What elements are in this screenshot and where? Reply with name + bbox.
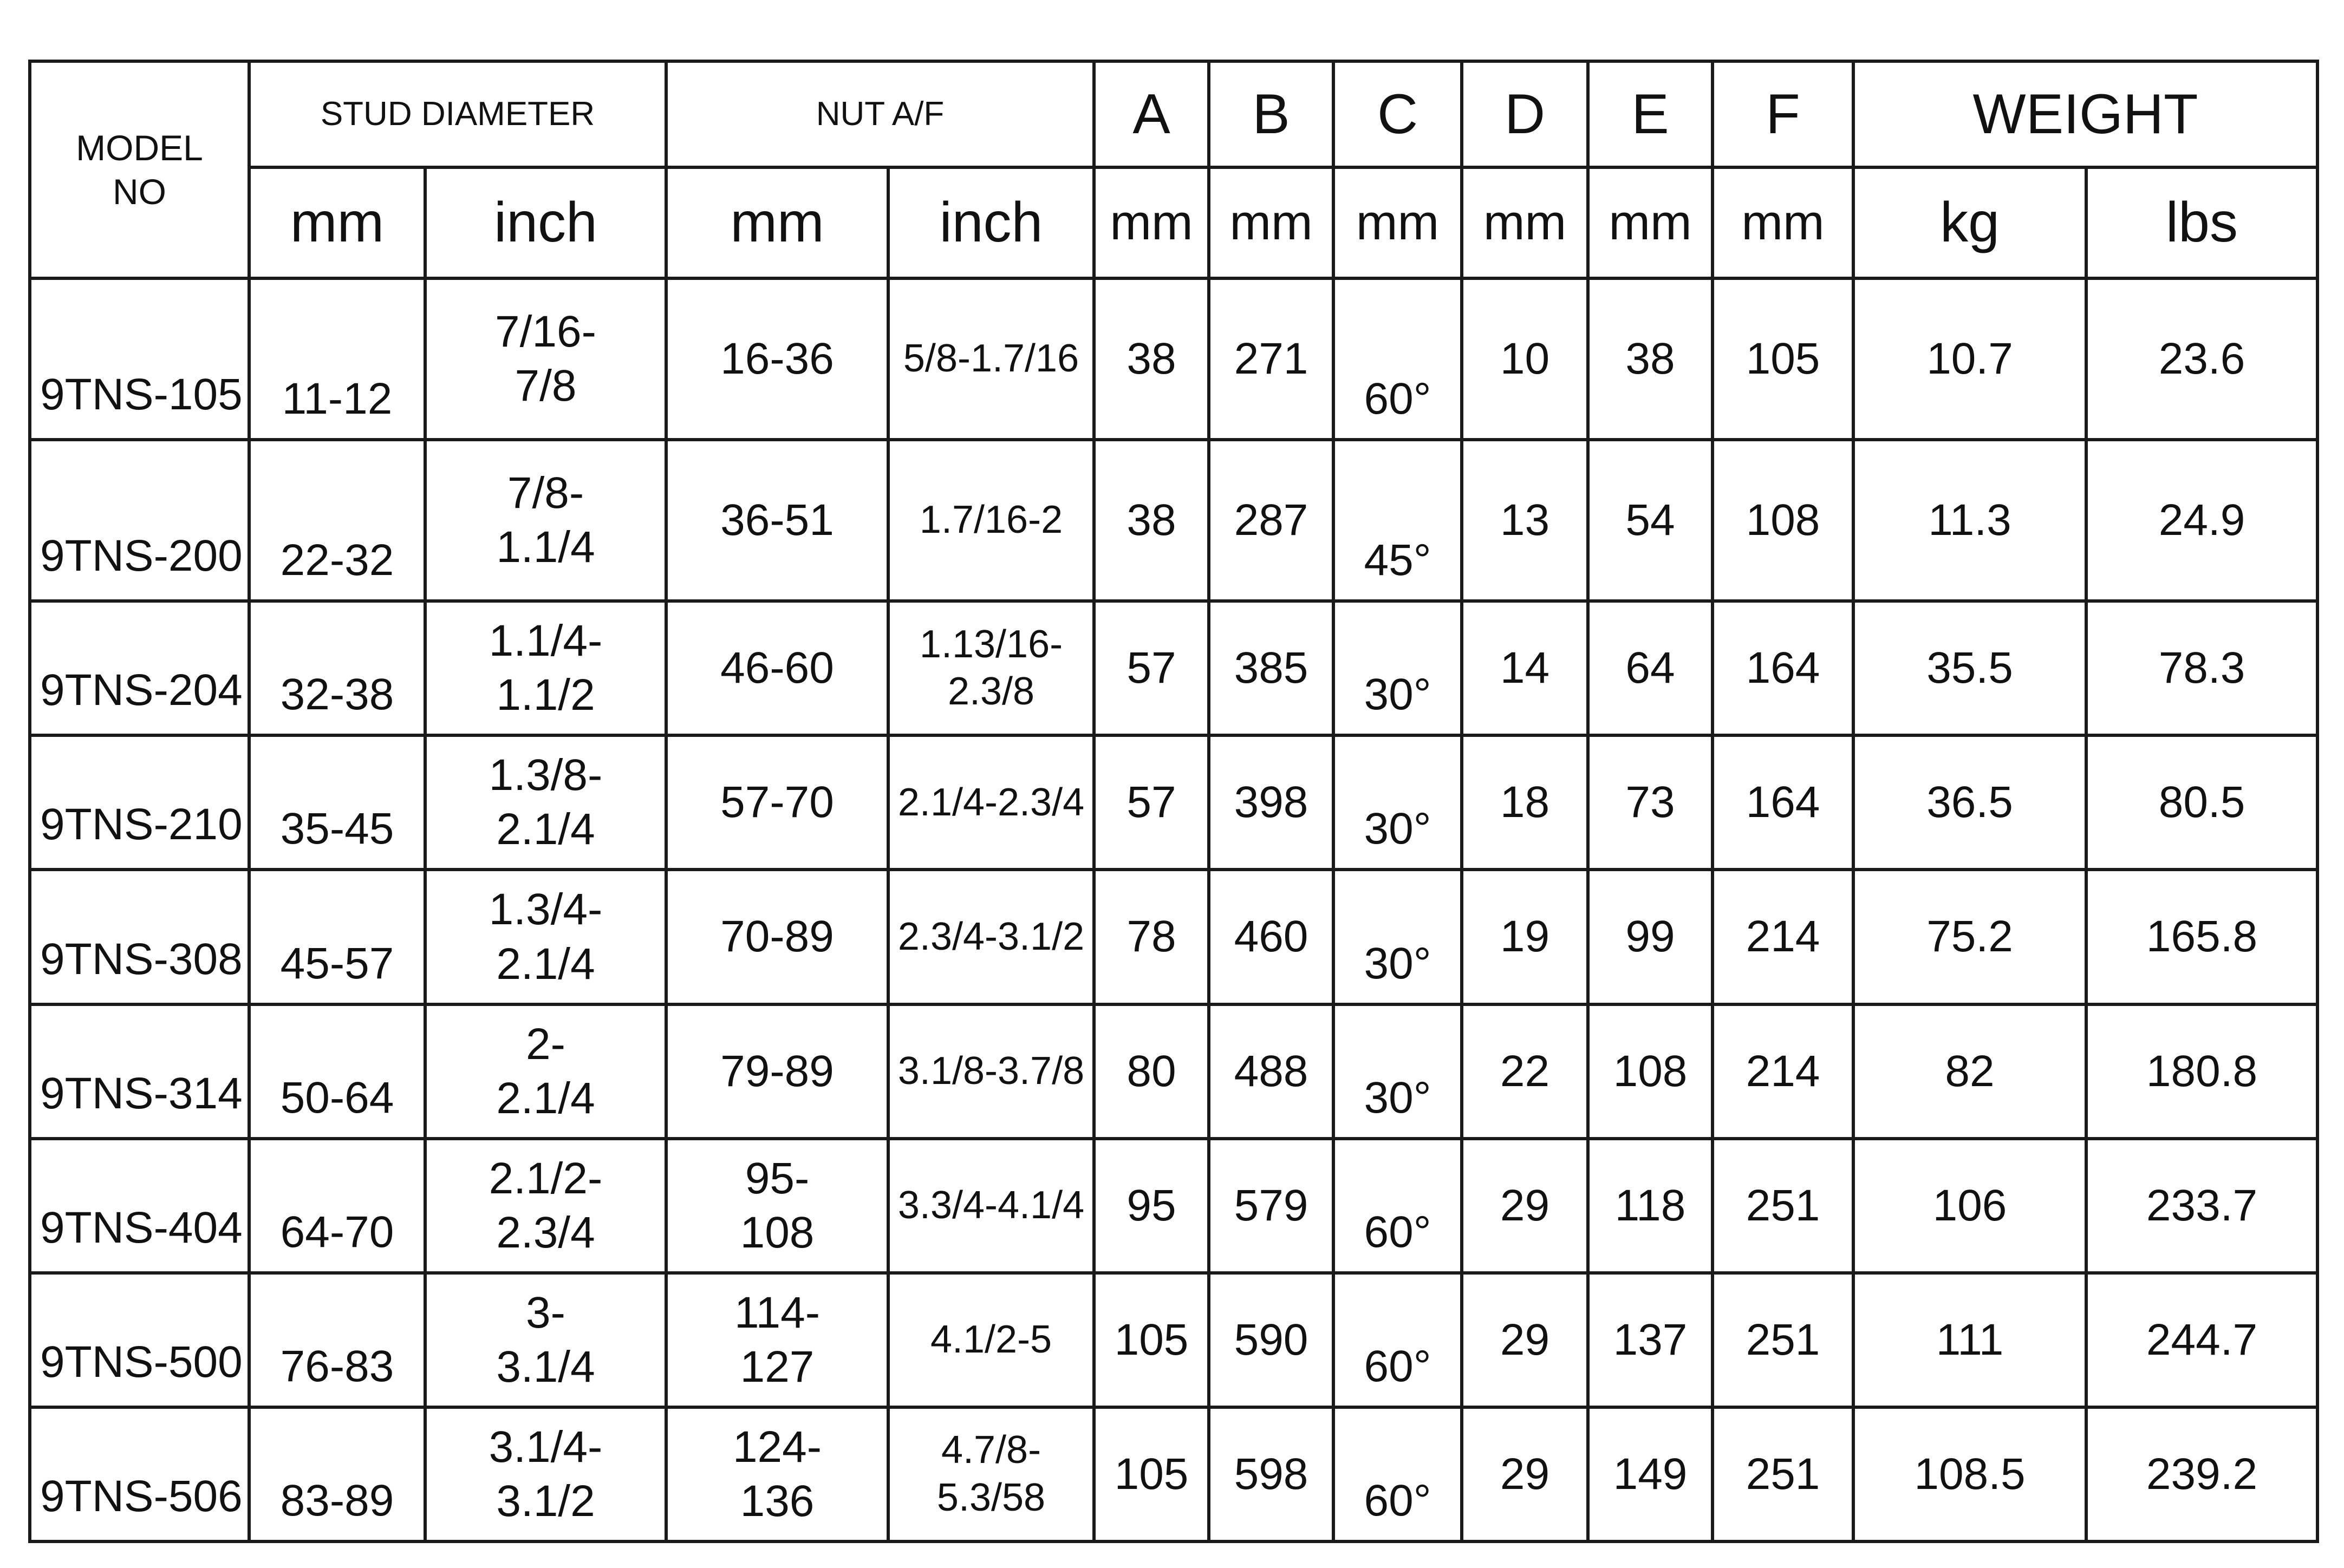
e-cell: 137: [1588, 1273, 1713, 1407]
nut-inch-cell-line-2: 2.3/8: [947, 670, 1035, 714]
c-cell: 30°: [1333, 735, 1462, 870]
f-cell: 108: [1713, 440, 1853, 601]
model-no-cell: 9TNS-200: [30, 440, 249, 601]
e-cell: 108: [1588, 1004, 1713, 1139]
nut-mm-cell-line-2: 136: [740, 1476, 815, 1526]
c-cell: 60°: [1333, 1273, 1462, 1407]
stud-inch-cell: [425, 1004, 666, 1139]
d-cell: 22: [1462, 1004, 1588, 1139]
model-no-cell: 9TNS-308: [30, 870, 249, 1004]
b-cell: 590: [1209, 1273, 1333, 1407]
model-no-cell: 9TNS-314: [30, 1004, 249, 1139]
stud-mm-cell: 35-45: [249, 735, 425, 870]
nut-mm-cell-line-1: 36-51: [720, 495, 834, 545]
stud-mm-unit: mm: [249, 167, 425, 278]
stud-inch-cell: [425, 440, 666, 601]
nut-inch-cell: [888, 440, 1094, 601]
nut-inch-cell-line-1: 3.3/4-4.1/4: [897, 1183, 1085, 1227]
nut-mm-cell-line-1: 95-: [745, 1153, 810, 1203]
e-cell: 118: [1588, 1139, 1713, 1273]
kg-cell: 36.5: [1853, 735, 2086, 870]
d-unit: mm: [1462, 167, 1588, 278]
table-row: [30, 870, 2317, 1004]
c-unit: mm: [1333, 167, 1462, 278]
stud-inch-cell: [425, 601, 666, 735]
stud-mm-cell: 83-89: [249, 1407, 425, 1541]
f-unit: mm: [1713, 167, 1853, 278]
f-cell: 251: [1713, 1273, 1853, 1407]
lbs-cell: 24.9: [2086, 440, 2317, 601]
c-cell: 30°: [1333, 1004, 1462, 1139]
stud-inch-cell: [425, 870, 666, 1004]
f-cell: 164: [1713, 601, 1853, 735]
a-cell: 57: [1094, 601, 1209, 735]
d-cell: 13: [1462, 440, 1588, 601]
stud-inch-cell-line-1: 3.1/4-: [489, 1422, 603, 1472]
c-cell: 60°: [1333, 1139, 1462, 1273]
stud-inch-cell-line-2: 2.3/4: [496, 1207, 595, 1257]
nut-mm-unit: mm: [666, 167, 888, 278]
f-cell: 251: [1713, 1139, 1853, 1273]
stud-inch-cell-line-2: 2.1/4: [496, 939, 595, 989]
c-cell: 30°: [1333, 870, 1462, 1004]
b-cell: 271: [1209, 278, 1333, 440]
nut-mm-cell-line-1: 70-89: [720, 912, 834, 962]
nut-inch-cell: [888, 1273, 1094, 1407]
e-cell: 38: [1588, 278, 1713, 440]
model-no-cell: 9TNS-500: [30, 1273, 249, 1407]
kg-unit: kg: [1853, 167, 2086, 278]
header-row: [30, 61, 2317, 167]
specification-table: [28, 60, 2319, 1543]
a-cell: 38: [1094, 440, 1209, 601]
stud-inch-cell-line-1: 2.1/2-: [489, 1153, 603, 1203]
table-row: [30, 735, 2317, 870]
nut-mm-cell: [666, 440, 888, 601]
a-unit: mm: [1094, 167, 1209, 278]
nut-mm-cell-line-2: 108: [740, 1207, 815, 1257]
a-cell: 105: [1094, 1407, 1209, 1541]
kg-cell: 11.3: [1853, 440, 2086, 601]
kg-cell: 108.5: [1853, 1407, 2086, 1541]
d-cell: 18: [1462, 735, 1588, 870]
stud-inch-cell-line-2: 1.1/2: [496, 670, 595, 720]
nut-mm-cell: [666, 1273, 888, 1407]
units-row: [30, 167, 2317, 278]
a-cell: 57: [1094, 735, 1209, 870]
stud-mm-cell: 11-12: [249, 278, 425, 440]
a-cell: 95: [1094, 1139, 1209, 1273]
b-cell: 579: [1209, 1139, 1333, 1273]
nut-inch-cell-line-1: 1.13/16-: [919, 622, 1063, 666]
c-header: C: [1333, 61, 1462, 167]
c-cell: 60°: [1333, 278, 1462, 440]
e-cell: 54: [1588, 440, 1713, 601]
nut-inch-cell-line-1: 4.7/8-: [941, 1428, 1041, 1472]
stud-diameter-header: STUD DIAMETER: [249, 61, 666, 167]
table-row: [30, 278, 2317, 440]
b-header: B: [1209, 61, 1333, 167]
lbs-cell: 239.2: [2086, 1407, 2317, 1541]
nut-inch-cell: [888, 1139, 1094, 1273]
model-no-cell: 9TNS-506: [30, 1407, 249, 1541]
b-cell: 287: [1209, 440, 1333, 601]
d-header: D: [1462, 61, 1588, 167]
stud-inch-cell-line-1: 2-: [526, 1019, 565, 1069]
stud-inch-cell-line-1: 1.3/4-: [489, 885, 603, 935]
lbs-cell: 80.5: [2086, 735, 2317, 870]
b-cell: 488: [1209, 1004, 1333, 1139]
model-no-cell: 9TNS-105: [30, 278, 249, 440]
c-cell: 30°: [1333, 601, 1462, 735]
nut-inch-cell-line-1: 1.7/16-2: [919, 498, 1063, 542]
stud-mm-cell: 32-38: [249, 601, 425, 735]
nut-mm-cell-line-1: 46-60: [720, 643, 834, 693]
stud-inch-cell-line-1: 1.1/4-: [489, 616, 603, 666]
lbs-cell: 23.6: [2086, 278, 2317, 440]
stud-inch-cell-line-2: 2.1/4: [496, 805, 595, 854]
table-row: [30, 601, 2317, 735]
table-row: [30, 440, 2317, 601]
lbs-cell: 165.8: [2086, 870, 2317, 1004]
d-cell: 14: [1462, 601, 1588, 735]
nut-mm-cell: [666, 870, 888, 1004]
nut-mm-cell-line-1: 57-70: [720, 778, 834, 827]
d-cell: 29: [1462, 1139, 1588, 1273]
model-header-label: MODEL: [76, 128, 203, 168]
stud-inch-cell: [425, 1407, 666, 1541]
stud-inch-cell-line-2: 3.1/4: [496, 1342, 595, 1391]
stud-inch-cell-line-1: 1.3/8-: [489, 750, 603, 800]
nut-mm-cell-line-1: 16-36: [720, 334, 834, 384]
stud-inch-cell-line-2: 1.1/4: [496, 522, 595, 572]
stud-inch-cell-line-2: 2.1/4: [496, 1073, 595, 1123]
stud-inch-cell-line-1: 7/8-: [507, 468, 584, 518]
kg-cell: 106: [1853, 1139, 2086, 1273]
kg-cell: 111: [1853, 1273, 2086, 1407]
stud-inch-cell-line-1: 7/16-: [495, 307, 596, 357]
d-cell: 29: [1462, 1407, 1588, 1541]
nut-inch-cell: [888, 278, 1094, 440]
e-cell: 64: [1588, 601, 1713, 735]
f-cell: 105: [1713, 278, 1853, 440]
nut-mm-cell-line-1: 124-: [732, 1422, 822, 1472]
model-no-header-label: NO: [113, 171, 166, 212]
table-row: [30, 1273, 2317, 1407]
d-cell: 19: [1462, 870, 1588, 1004]
stud-inch-cell-line-2: 7/8: [515, 361, 577, 411]
nut-mm-cell: [666, 601, 888, 735]
nut-inch-cell-line-1: 3.1/8-3.7/8: [897, 1049, 1085, 1093]
nut-inch-cell-line-1: 4.1/2-5: [930, 1317, 1052, 1361]
nut-mm-cell: [666, 735, 888, 870]
nut-inch-cell: [888, 1004, 1094, 1139]
nut-inch-cell-line-1: 2.3/4-3.1/2: [897, 914, 1085, 958]
nut-inch-cell-line-1: 5/8-1.7/16: [903, 337, 1079, 381]
nut-mm-cell-line-1: 114-: [734, 1288, 821, 1337]
d-cell: 10: [1462, 278, 1588, 440]
stud-inch-unit: inch: [425, 167, 666, 278]
nut-inch-unit: inch: [888, 167, 1094, 278]
f-cell: 164: [1713, 735, 1853, 870]
table-row: [30, 1139, 2317, 1273]
nut-mm-cell-line-2: 127: [740, 1342, 815, 1391]
a-cell: 105: [1094, 1273, 1209, 1407]
nut-mm-cell: [666, 1407, 888, 1541]
c-cell: 60°: [1333, 1407, 1462, 1541]
a-cell: 80: [1094, 1004, 1209, 1139]
c-cell: 45°: [1333, 440, 1462, 601]
nut-inch-cell-line-2: 5.3/58: [936, 1475, 1046, 1519]
model-no-cell: 9TNS-404: [30, 1139, 249, 1273]
stud-mm-cell: 76-83: [249, 1273, 425, 1407]
table-row: [30, 1407, 2317, 1541]
a-cell: 38: [1094, 278, 1209, 440]
lbs-cell: 233.7: [2086, 1139, 2317, 1273]
nut-mm-cell: [666, 1139, 888, 1273]
kg-cell: 82: [1853, 1004, 2086, 1139]
stud-inch-cell-line-1: 3-: [526, 1288, 565, 1337]
e-cell: 149: [1588, 1407, 1713, 1541]
kg-cell: 10.7: [1853, 278, 2086, 440]
nut-mm-cell: [666, 1004, 888, 1139]
table-row: [30, 1004, 2317, 1139]
nut-inch-cell: [888, 870, 1094, 1004]
nut-inch-cell: [888, 1407, 1094, 1541]
f-cell: 251: [1713, 1407, 1853, 1541]
kg-cell: 75.2: [1853, 870, 2086, 1004]
b-cell: 460: [1209, 870, 1333, 1004]
nut-mm-cell-line-1: 79-89: [720, 1046, 834, 1096]
a-cell: 78: [1094, 870, 1209, 1004]
e-cell: 99: [1588, 870, 1713, 1004]
lbs-unit: lbs: [2086, 167, 2317, 278]
f-header: F: [1713, 61, 1853, 167]
stud-inch-cell-line-2: 3.1/2: [496, 1476, 595, 1526]
nut-inch-cell-line-1: 2.1/4-2.3/4: [897, 780, 1085, 824]
a-header: A: [1094, 61, 1209, 167]
b-cell: 598: [1209, 1407, 1333, 1541]
stud-inch-cell: [425, 1273, 666, 1407]
stud-mm-cell: 45-57: [249, 870, 425, 1004]
model-no-header: [30, 61, 249, 278]
weight-header: WEIGHT: [1853, 61, 2317, 167]
b-cell: 385: [1209, 601, 1333, 735]
stud-inch-cell: [425, 1139, 666, 1273]
stud-mm-cell: 22-32: [249, 440, 425, 601]
b-unit: mm: [1209, 167, 1333, 278]
nut-inch-cell: [888, 601, 1094, 735]
lbs-cell: 78.3: [2086, 601, 2317, 735]
model-no-cell: 9TNS-204: [30, 601, 249, 735]
stud-mm-cell: 64-70: [249, 1139, 425, 1273]
b-cell: 398: [1209, 735, 1333, 870]
kg-cell: 35.5: [1853, 601, 2086, 735]
e-unit: mm: [1588, 167, 1713, 278]
nut-mm-cell: [666, 278, 888, 440]
stud-inch-cell: [425, 735, 666, 870]
stud-inch-cell: [425, 278, 666, 440]
f-cell: 214: [1713, 1004, 1853, 1139]
e-header: E: [1588, 61, 1713, 167]
f-cell: 214: [1713, 870, 1853, 1004]
d-cell: 29: [1462, 1273, 1588, 1407]
lbs-cell: 180.8: [2086, 1004, 2317, 1139]
e-cell: 73: [1588, 735, 1713, 870]
nut-af-header: NUT A/F: [666, 61, 1094, 167]
model-no-cell: 9TNS-210: [30, 735, 249, 870]
stud-mm-cell: 50-64: [249, 1004, 425, 1139]
lbs-cell: 244.7: [2086, 1273, 2317, 1407]
nut-inch-cell: [888, 735, 1094, 870]
